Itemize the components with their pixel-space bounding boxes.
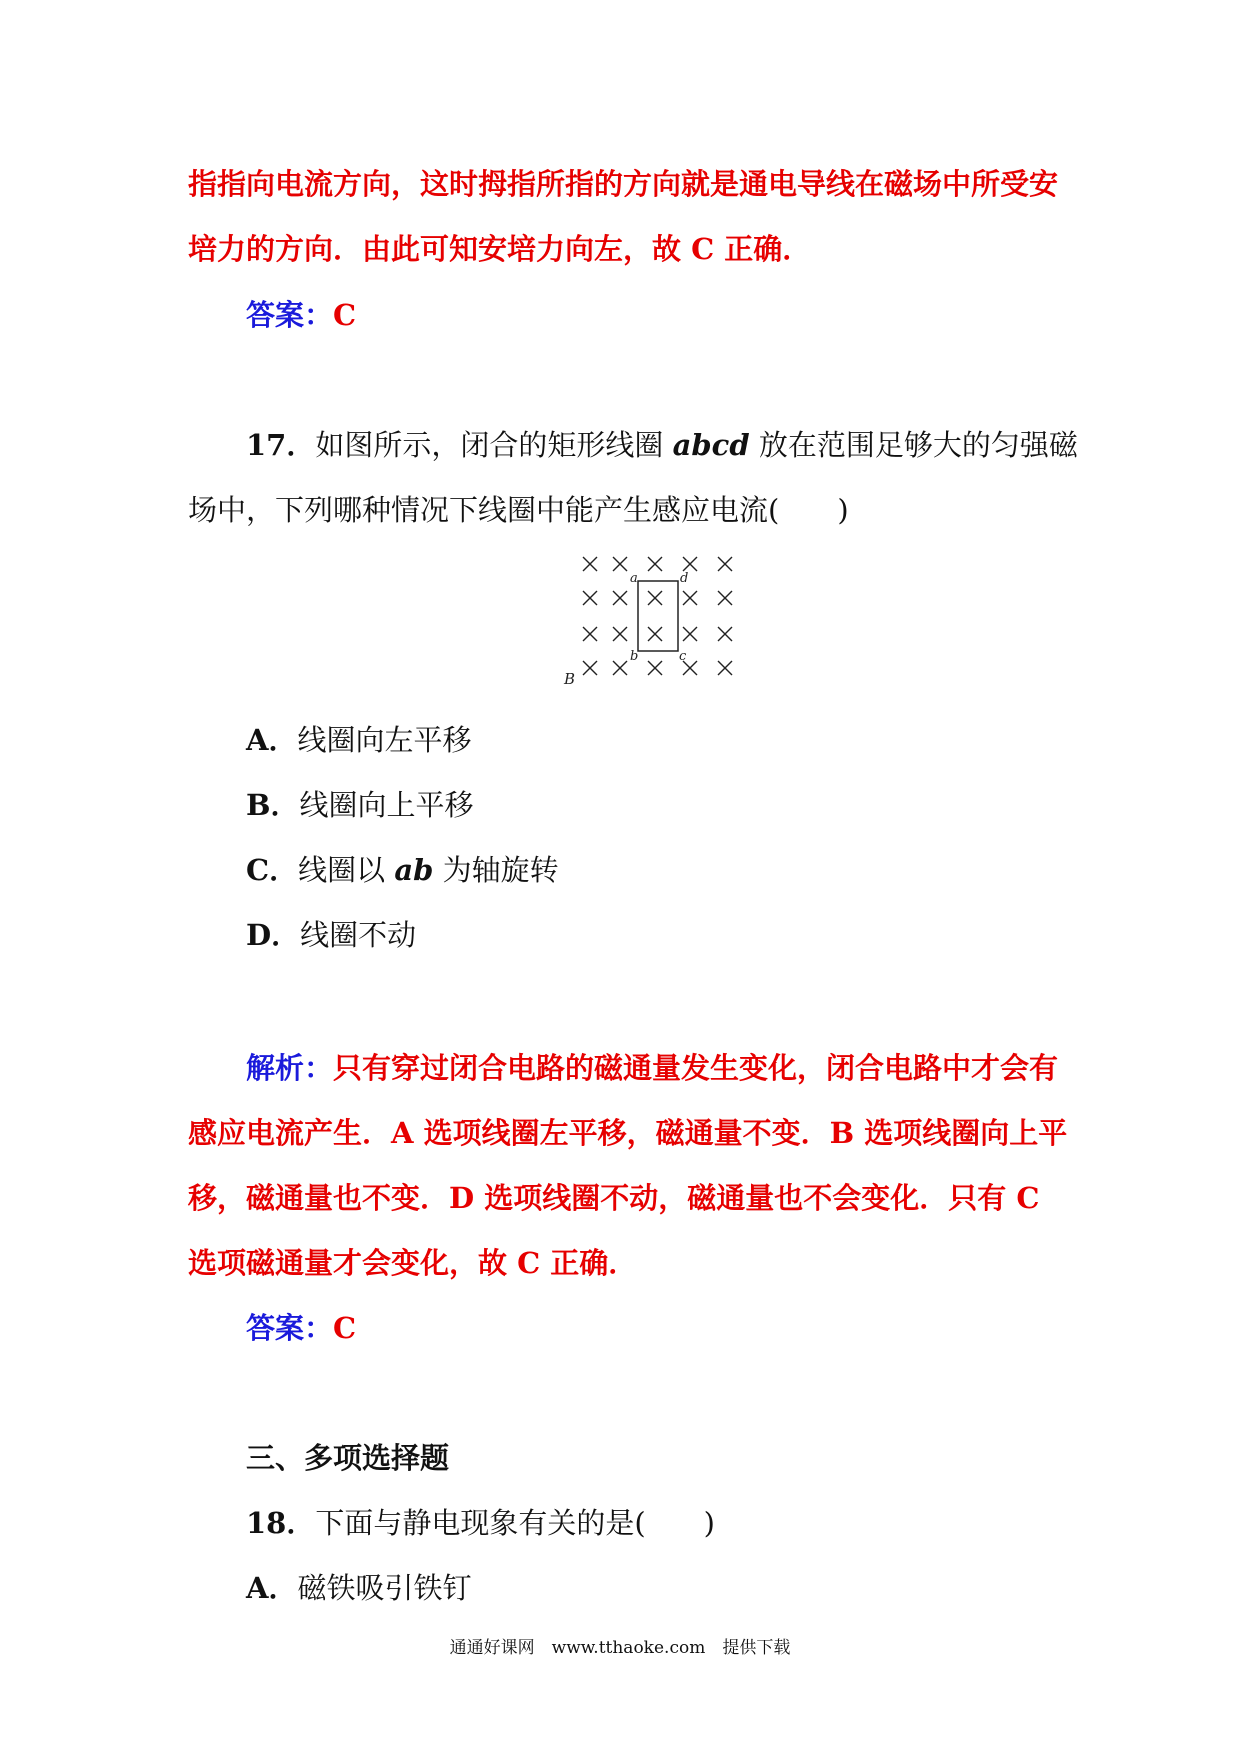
question-number: 17． — [246, 428, 316, 462]
field-cross-icon — [683, 557, 697, 571]
option-letter: B． — [246, 788, 300, 822]
answer-17 — [246, 1308, 356, 1348]
answer-value: C — [333, 298, 357, 332]
question-17-stem-line-2: 场中，下列哪种情况下线圈中能产生感应电流( ) — [188, 493, 849, 527]
page-footer: 通通好课网 www.tthaoke.com 提供下载 — [449, 1638, 791, 1658]
explanation-17-line-3: 移，磁通量也不变．D 选项线圈不动，磁通量也不会变化．只有 C — [188, 1181, 1040, 1215]
stem-text-2: 放在范围足够大的匀强磁 — [749, 428, 1078, 462]
field-cross-icon — [613, 591, 627, 605]
field-cross-icon — [718, 557, 732, 571]
field-cross-icon — [583, 627, 597, 641]
answer-16 — [246, 295, 356, 335]
vertex-label-b: b — [630, 649, 639, 664]
field-cross-icon — [718, 627, 732, 641]
field-label-b: B — [564, 670, 576, 688]
option-text-2: 为轴旋转 — [433, 853, 559, 887]
magnetic-field-coil-figure — [560, 548, 760, 688]
option-text: 线圈以 — [298, 853, 395, 887]
field-cross-icon — [718, 591, 732, 605]
answer-label: 答案： — [246, 298, 334, 332]
option-letter: C． — [246, 853, 299, 887]
prev-explanation-line-1: 指指向电流方向，这时拇指所指的方向就是通电导线在磁场中所受安 — [188, 167, 1059, 201]
option-letter: A． — [246, 1571, 298, 1605]
field-cross-icon — [718, 661, 732, 675]
question-18-stem — [246, 1503, 715, 1543]
field-cross-icon — [613, 661, 627, 675]
option-letter: A． — [246, 723, 298, 757]
section-title: 三、多项选择题 — [246, 1441, 450, 1475]
stem-text: 如图所示，闭合的矩形线圈 — [315, 428, 673, 462]
vertex-label-a: a — [630, 571, 638, 586]
field-cross-icon — [583, 661, 597, 675]
field-cross-icon — [648, 557, 662, 571]
field-cross-icon — [648, 591, 662, 605]
question-17-stem-line-1 — [246, 425, 1078, 465]
explanation-17-line-1 — [246, 1048, 1058, 1088]
option-letter: D． — [246, 918, 301, 952]
explanation-17-line-2: 感应电流产生．A 选项线圈左平移，磁通量不变．B 选项线圈向上平 — [188, 1116, 1068, 1150]
field-cross-icon — [683, 627, 697, 641]
coil-label: abcd — [672, 428, 750, 462]
field-cross-icon — [613, 627, 627, 641]
vertex-label-c: c — [679, 649, 687, 664]
field-cross-icon — [648, 661, 662, 675]
field-cross-icon — [648, 627, 662, 641]
option-17-d — [246, 915, 416, 955]
prev-explanation-line-2: 培力的方向．由此可知安培力向左，故 C 正确． — [188, 232, 812, 266]
field-cross-icon — [613, 557, 627, 571]
vertex-label-d: d — [680, 571, 689, 586]
option-text: 线圈向上平移 — [299, 788, 474, 822]
field-cross-icon — [583, 557, 597, 571]
option-text: 线圈不动 — [300, 918, 417, 952]
option-text: 磁铁吸引铁钉 — [297, 1571, 472, 1605]
answer-value: C — [333, 1311, 357, 1345]
field-cross-icon — [683, 591, 697, 605]
rectangular-coil — [638, 581, 678, 651]
answer-label: 答案： — [246, 1311, 334, 1345]
explanation-text: 只有穿过闭合电路的磁通量发生变化，闭合电路中才会有 — [333, 1051, 1059, 1085]
option-17-c — [246, 850, 559, 890]
explanation-17-line-4: 选项磁通量才会变化，故 C 正确． — [188, 1246, 638, 1280]
option-18-a — [246, 1568, 472, 1608]
option-text: 线圈向左平移 — [297, 723, 472, 757]
option-17-a — [246, 720, 472, 760]
question-number: 18． — [246, 1506, 316, 1540]
axis-label: ab — [394, 853, 434, 887]
option-17-b — [246, 785, 474, 825]
field-cross-icon — [583, 591, 597, 605]
explanation-label: 解析： — [246, 1051, 334, 1085]
stem-text: 下面与静电现象有关的是( ) — [315, 1506, 715, 1540]
